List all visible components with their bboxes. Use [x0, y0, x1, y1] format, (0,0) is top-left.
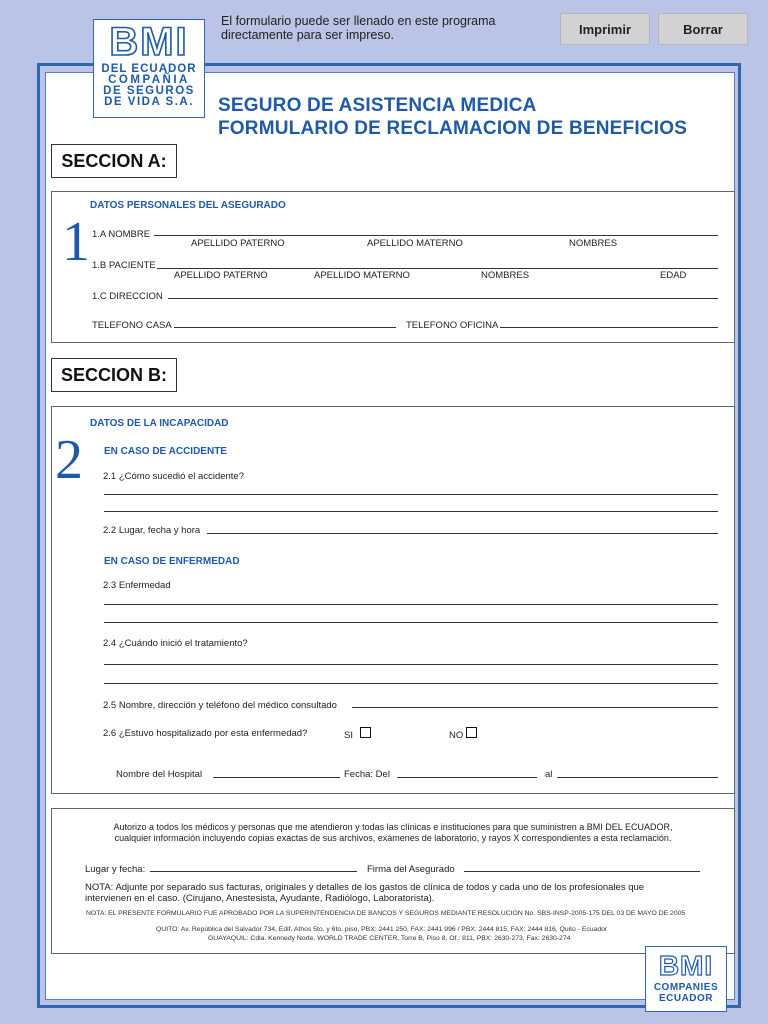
logo-line: ECUADOR [658, 993, 714, 1004]
field-label-name: 1.A NOMBRE [92, 229, 151, 240]
answer-line[interactable] [104, 511, 718, 512]
sublabel-paternal: APELLIDO PATERNO [174, 270, 268, 281]
field-label-address: 1.C DIRECCION [92, 291, 163, 302]
yes-label: SI [344, 730, 353, 741]
yes-checkbox[interactable] [360, 727, 371, 738]
section-a-heading: SECCION A: [51, 144, 177, 178]
incapacity-heading: DATOS DE LA INCAPACIDAD [90, 418, 229, 429]
section-b-heading: SECCION B: [51, 358, 177, 392]
sublabel-age: EDAD [660, 270, 687, 281]
answer-line[interactable] [352, 707, 718, 708]
answer-line[interactable] [207, 533, 718, 534]
address-quito: QUITO: Av. República del Salvador 734, Edif. Athos 5to. y 6to. piso, PBX: 2441 250, FAX: 2441 996 / PBX: 2444 815, FAX: 2444 816, Quito - Ecuador [156, 926, 608, 933]
accident-heading: EN CASO DE ACCIDENTE [104, 446, 227, 457]
question-2-3: 2.3 Enfermedad [103, 580, 171, 591]
companies-logo [645, 946, 727, 1012]
name-input-line[interactable] [154, 235, 718, 236]
approval-note: NOTA: EL PRESENTE FORMULARIO FUE APROBADO POR LA SUPERINTENDENCIA DE BANCOS Y SEGUROS MEDIANTE RESOLUCION No. SBS-INSP-2005-175 DEL 03 DE MAYO DE 2005 [86, 910, 686, 917]
field-label-home-phone: TELEFONO CASA [92, 320, 172, 331]
answer-line[interactable] [104, 622, 718, 623]
logo-line: COMPAÑIA [108, 74, 190, 86]
patient-input-line[interactable] [157, 268, 718, 269]
logo-line: DE VIDA S.A. [104, 96, 194, 108]
logo-line: DEL ECUADOR [101, 63, 197, 75]
no-checkbox[interactable] [466, 727, 477, 738]
attachments-note: intervienen en el caso. (Cirujano, Anestesista, Ayudante, Radiólogo, Laboratorista). [85, 893, 435, 904]
field-label-patient: 1.B PACIENTE [92, 260, 156, 271]
question-2-5: 2.5 Nombre, dirección y teléfono del médico consultado [103, 700, 337, 711]
question-2-6: 2.6 ¿Estuvo hospitalizado por esta enfermedad? [103, 728, 308, 739]
illness-heading: EN CASO DE ENFERMEDAD [104, 556, 240, 567]
no-label: NO [449, 730, 464, 741]
address-input-line[interactable] [168, 298, 718, 299]
sublabel-names: NOMBRES [481, 270, 530, 281]
print-button[interactable]: Imprimir [560, 13, 650, 45]
form-title-line1: SEGURO DE ASISTENCIA MEDICA [218, 95, 537, 116]
date-to-input-line[interactable] [557, 777, 718, 778]
sublabel-paternal: APELLIDO PATERNO [191, 238, 285, 249]
question-2-1: 2.1 ¿Cómo sucedió el accidente? [103, 471, 244, 482]
authorization-text: Autorizo a todos los médicos y personas que me atendieron y todas las clínicas e instituciones para que suministren a BMI DEL ECUADOR, [113, 822, 673, 832]
authorization-text: cualquier información incluyendo copias exactas de sus archivos, exámenes de laboratorio, y rayos X correspondientes a esta reclamación. [114, 833, 672, 843]
field-label-office-phone: TELEFONO OFICINA [406, 320, 499, 331]
hospital-name-input-line[interactable] [213, 777, 340, 778]
sublabel-maternal: APELLIDO MATERNO [367, 238, 463, 249]
place-date-label: Lugar y fecha: [85, 864, 146, 875]
home-phone-input-line[interactable] [174, 327, 396, 328]
section-number-1: 1 [62, 211, 90, 273]
place-date-input-line[interactable] [150, 871, 357, 872]
office-phone-input-line[interactable] [500, 327, 718, 328]
logo-line: COMPANIES [653, 982, 719, 993]
hospital-name-label: Nombre del Hospital [116, 769, 203, 780]
company-logo [93, 19, 205, 118]
clear-button[interactable]: Borrar [658, 13, 748, 45]
answer-line[interactable] [104, 494, 718, 495]
question-2-4: 2.4 ¿Cuándo inició el tratamiento? [103, 638, 248, 649]
form-title-line2: FORMULARIO DE RECLAMACION DE BENEFICIOS [218, 118, 688, 139]
signature-input-line[interactable] [464, 871, 700, 872]
question-2-2: 2.2 Lugar, fecha y hora [103, 525, 201, 536]
attachments-note: NOTA: Adjunte por separado sus facturas, originales y detalles de los gastos de clínica de todos y cada uno de los profesionales que [85, 882, 645, 893]
section-number-2: 2 [55, 429, 83, 491]
date-from-label: Fecha: Del [344, 769, 390, 780]
date-from-input-line[interactable] [397, 777, 537, 778]
instruction-text: El formulario puede ser llenado en este programa directamente para ser impreso. [221, 14, 496, 42]
personal-data-heading: DATOS PERSONALES DEL ASEGURADO [90, 200, 286, 211]
signature-label: Firma del Asegurado [367, 864, 455, 875]
answer-line[interactable] [104, 664, 718, 665]
logo-line: DE SEGUROS [103, 85, 195, 97]
sublabel-names: NOMBRES [569, 238, 618, 249]
answer-line[interactable] [104, 604, 718, 605]
address-guayaquil: GUAYAQUIL: Cdla. Kennedy Norte, WORLD TRADE CENTER, Torre B, Piso 8, Of.: 811, PBX: 2630-273, Fax: 2630-274 [208, 935, 571, 942]
logo-brand: BMI [109, 20, 189, 64]
sublabel-maternal: APELLIDO MATERNO [314, 270, 410, 281]
answer-line[interactable] [104, 683, 718, 684]
date-to-label: al [545, 769, 553, 780]
logo-brand: BMI [658, 950, 714, 981]
